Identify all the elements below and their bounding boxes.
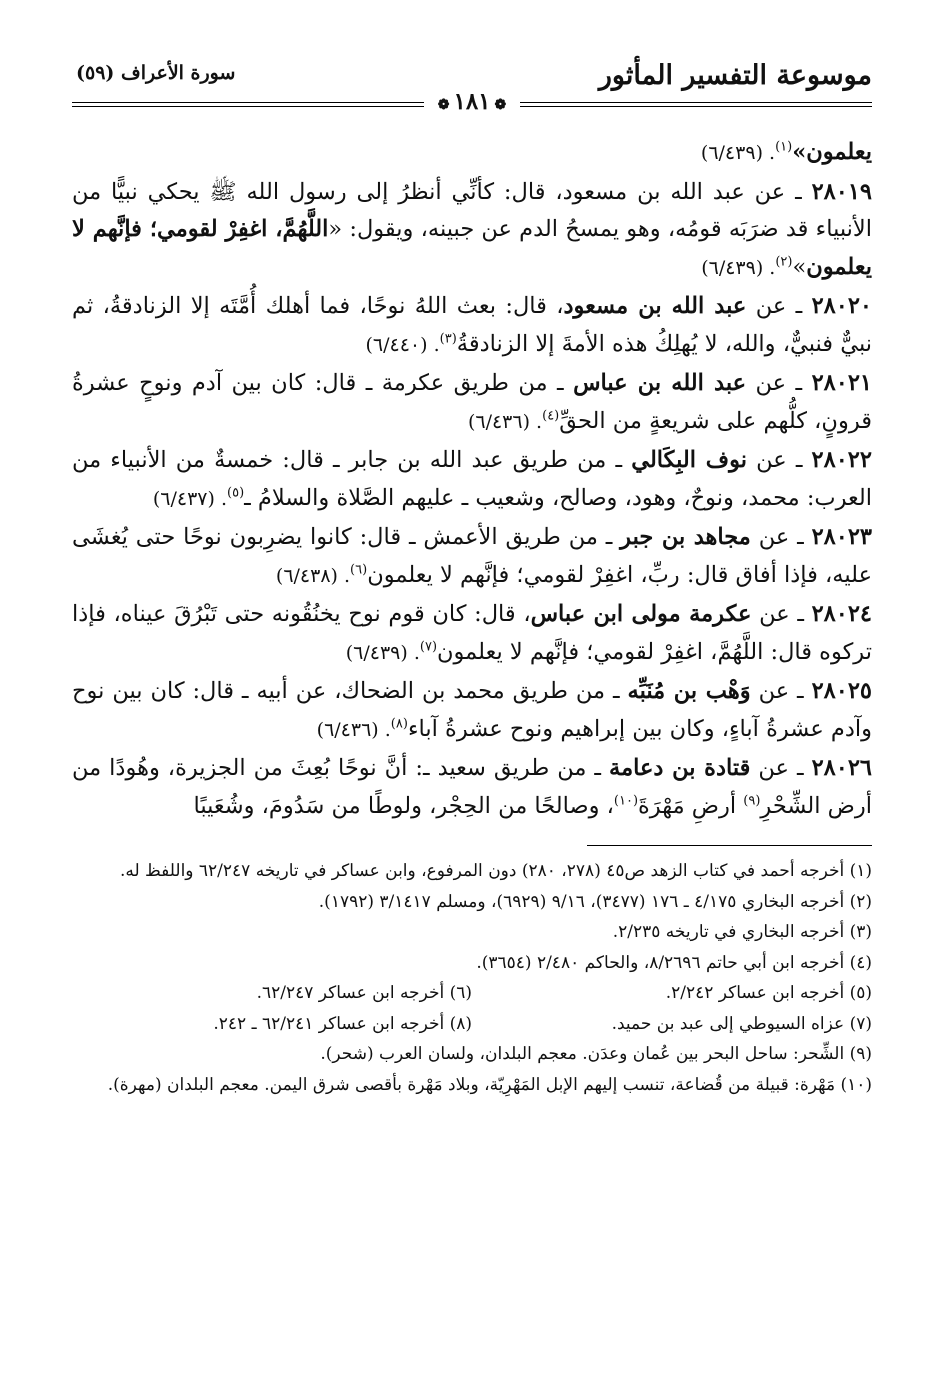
footnote: (٨) أخرجه ابن عساكر ٦٢/٢٤١ ـ ٢٤٢. — [213, 1013, 472, 1034]
footnote-marker: (١٠) — [613, 793, 639, 808]
narrator-name: عبد الله بن عباس — [573, 370, 747, 396]
page-number-box — [424, 88, 521, 115]
volume-reference: . (٦/٤٣٩) — [700, 142, 776, 164]
entry-28021: ٢٨٠٢١ ـ عن عبد الله بن عباس ـ من طريق عكرمة ـ قال: كان بين آدم ونوحٍ عشرةُ قرونٍ، كلُّهم على شريعةٍ من الحقِّ$^{(٤)}$. (٦/٤٣٦) — [72, 370, 872, 434]
book-page — [72, 52, 872, 1100]
volume-reference: . (٦/٤٣٩) — [701, 256, 776, 279]
footnote-marker: (٢) — [775, 254, 793, 269]
entry-number: ٢٨٠٢٥ — [811, 678, 873, 704]
entry-28025: ٢٨٠٢٥ ـ عن وَهْب بن مُنَبِّه ـ من طريق محمد بن الضحاك، عن أبيه ـ قال: كان بين نوح وآدم عشرةُ آباءٍ، وكان بين إبراهيم ونوح عشرةُ آباء$^{(٨)}$. (٦/٤٣٦) — [72, 678, 873, 742]
footnote: (٥) أخرجه ابن عساكر ٢/٢٤٢. — [665, 983, 872, 1003]
ornament-icon: ❁ — [494, 97, 507, 113]
volume-reference: . (٦/٤٣٦) — [316, 718, 391, 741]
surah-label: سورة الأعراف (٥٩) — [76, 62, 236, 84]
volume-reference: . (٦/٤٤٠) — [365, 333, 440, 356]
entry-28026: ٢٨٠٢٦ ـ عن قتادة بن دعامة ـ من طريق سعيد ـ: أنَّ نوحًا بُعِثَ من الجزيرة، وهُودًا من أرض الشِّحْرِ$^{(٩)}$ أرضِ مَهْرَةَ$^{(١٠)}$، وصالحًا من الحِجْر، ولوطًا من سَدُومَ، وشُعَيبًا — [72, 755, 872, 819]
entry-28024: ٢٨٠٢٤ ـ عن عكرمة مولى ابن عباس، قال: كان قوم نوح يخنُقُونه حتى تَبْرُقَ عيناه، فإذا تركوه قال: اللَّهُمَّ، اغفِرْ لقومي؛ فإنَّهم لا يعلمون$^{(٧)}$. (٦/٤٣٩) — [72, 601, 873, 665]
narrator-name: مجاهد بن جبر — [620, 524, 751, 550]
entry-28020: ٢٨٠٢٠ ـ عن عبد الله بن مسعود، قال: بعث اللهُ نوحًا، فما أهلك أُمَّتَه إلا الزنادقةُ، ثم نبيٌّ فنبيٌّ، والله، لا يُهلِكُ هذه الأمةَ إلا الزنادقةُ$^{(٣)}$. (٦/٤٤٠) — [72, 293, 872, 357]
volume-reference: . (٦/٤٣٦) — [467, 410, 543, 433]
footnote-marker: (٣) — [439, 331, 457, 346]
entry-number: ٢٨٠٢٢ — [811, 447, 872, 473]
narrator-name: عكرمة مولى ابن عباس — [530, 601, 752, 627]
entry-continuation: يعلمون»$^{(١)}$. (٦/٤٣٩) — [700, 139, 872, 165]
footnote: (٦) أخرجه ابن عساكر ٦٢/٢٤٧. — [256, 983, 472, 1003]
quoted-prayer: اللَّهُمَّ، اغفِرْ لقومي؛ فإنَّهم لا يعلمون — [72, 216, 872, 280]
ornament-icon: ❁ — [437, 97, 450, 113]
narrator-name: عبد الله بن مسعود — [563, 293, 747, 319]
book-title: موسوعة التفسير المأثور — [598, 60, 872, 91]
footnote: (٧) عزاه السيوطي إلى عبد بن حميد. — [611, 1013, 872, 1034]
footnote-marker: (٦) — [350, 562, 368, 577]
volume-reference: . (٦/٤٣٧) — [152, 487, 228, 510]
footnote: (٣) أخرجه البخاري في تاريخه ٢/٢٣٥. — [612, 922, 872, 942]
narrator-name: نوف البِكَالي — [631, 447, 747, 473]
footnote: (٤) أخرجه ابن أبي حاتم ٨/٢٦٩٦، والحاكم ٢/٤٨٠ (٣٦٥٤). — [476, 952, 872, 973]
entry-number: ٢٨٠١٩ — [811, 178, 872, 205]
footnote-marker: (١) — [775, 139, 793, 155]
narrator-name: قتادة بن دعامة — [609, 755, 751, 781]
footnote-marker: (٧) — [419, 639, 438, 654]
entry-number: ٢٨٠٢٣ — [811, 524, 872, 550]
entry-number: ٢٨٠٢١ — [811, 370, 872, 396]
entry-number: ٢٨٠٢٠ — [811, 293, 872, 319]
entry-28023: ٢٨٠٢٣ ـ عن مجاهد بن جبر ـ من طريق الأعمش ـ قال: كانوا يضرِبون نوحًا حتى يُغشَى عليه، فإذا أفاق قال: ربِّ، اغفِرْ لقومي؛ فإنَّهم لا يعلمون$^{(٦)}$. (٦/٤٣٨) — [72, 524, 872, 588]
footnote-marker: (٥) — [227, 485, 245, 500]
footnote-marker: (٨) — [390, 716, 408, 731]
footnote-marker: (٤) — [542, 408, 560, 423]
footnote-marker: (٩) — [743, 793, 761, 808]
footnote: (١٠) مَهْرة: قبيلة من قُضاعة، تنسب إليهم الإبل المَهْرِيّة، وبلاد مَهْرة بأقصى شرق اليمن. معجم البلدان (مهرة). — [107, 1074, 872, 1095]
volume-reference: . (٦/٤٣٨) — [275, 564, 351, 587]
footnotes — [72, 856, 872, 1100]
page-number: ١٨١ — [453, 88, 491, 115]
entry-28022: ٢٨٠٢٢ ـ عن نوف البِكَالي ـ من طريق عبد الله بن جابر ـ قال: خمسةٌ من الأنبياء من العرب: محمد، ونوحٌ، وهود، وصالح، وشعيب ـ عليهم الصَّلاة والسلامُ ـ$^{(٥)}$. (٦/٤٣٧) — [72, 447, 872, 511]
entry-number: ٢٨٠٢٦ — [811, 755, 872, 781]
footnote-separator — [587, 845, 872, 846]
footnote: (١) أخرجه أحمد في كتاب الزهد ص٤٥ (٢٧٨، ٢٨٠) دون المرفوع، وابن عساكر في تاريخه ٦٢/٢٤٧ واللفظ له. — [119, 861, 872, 881]
footnote: (٢) أخرجه البخاري ٤/١٧٥ ـ ١٧٦ (٣٤٧٧)، ٩/١٦ (٦٩٢٩)، ومسلم ٣/١٤١٧ (١٧٩٢). — [318, 891, 872, 912]
volume-reference: . (٦/٤٣٩) — [345, 641, 420, 664]
page-header — [72, 52, 872, 122]
entry-number: ٢٨٠٢٤ — [811, 601, 873, 627]
narrator-name: وَهْب بن مُنَبِّه — [627, 678, 751, 704]
entry-28019: ٢٨٠١٩ ـ عن عبد الله بن مسعود، قال: كأنِّي أنظرُ إلى رسول الله ﷺ يحكي نبيًّا من الأنبياء قد ضرَبَه قومُه، وهو يمسحُ الدم عن جبينه، ويقول: «اللَّهُمَّ، اغفِرْ لقومي؛ فإنَّهم لا يعلمون»$^{(٢)}$. (٦/٤٣٩) — [72, 178, 872, 280]
footnote: (٩) الشِّحر: ساحل البحر بين عُمان وعدَن. معجم البلدان، ولسان العرب (شحر). — [320, 1044, 872, 1064]
main-text — [72, 134, 872, 825]
